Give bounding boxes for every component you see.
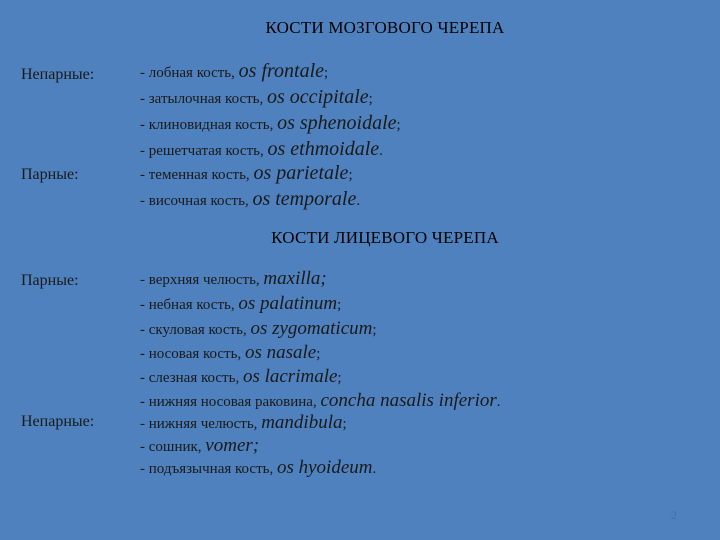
face-item-nasal	[140, 342, 320, 364]
bone-name-latin: os nasale	[244, 342, 317, 363]
face-item-vomer	[140, 435, 259, 457]
bone-name-ru: - подъязычная кость,	[140, 461, 277, 477]
punctuation: .	[356, 193, 361, 209]
bone-name-ru: - верхняя челюсть,	[140, 272, 264, 288]
face-item-maxilla	[140, 268, 327, 290]
punctuation: ;	[337, 370, 342, 386]
cranium-item-sphenoid	[140, 112, 401, 135]
face-item-lacrimal	[140, 366, 342, 388]
punctuation: .	[372, 461, 377, 477]
face-item-mandible	[140, 412, 347, 434]
bone-name-latin: os lacrimale	[242, 366, 338, 387]
punctuation: .	[379, 143, 383, 159]
bone-name-ru: - височная кость,	[140, 193, 253, 209]
bone-name-latin: os ethmoidale	[267, 138, 380, 160]
bone-name-latin: vomer;	[205, 435, 260, 456]
bone-name-ru: - сошник,	[140, 439, 206, 455]
bone-name-latin: os sphenoidale	[277, 112, 397, 134]
bone-name-ru: - решетчатая кость,	[140, 143, 268, 159]
bone-name-ru: - клиновидная кость,	[140, 117, 278, 133]
bone-name-latin: os frontale	[238, 60, 325, 82]
bone-name-latin: os parietale	[253, 162, 349, 184]
bone-name-latin: maxilla;	[263, 268, 327, 289]
bone-name-ru: - лобная кость,	[140, 65, 239, 81]
face-paired-label: Парные:	[21, 272, 79, 289]
face-item-palatine	[140, 293, 341, 315]
face-unpaired-label: Непарные:	[21, 413, 95, 430]
bone-name-latin: os zygomaticum	[250, 318, 373, 339]
punctuation: ;	[316, 346, 321, 362]
punctuation: .	[496, 394, 501, 410]
cranium-heading: КОСТИ МОЗГОВОГО ЧЕРЕПА	[265, 18, 505, 37]
cranium-paired-label: Парные:	[21, 166, 79, 183]
cranium-item-parietal	[140, 162, 353, 185]
cranium-item-ethmoid	[140, 138, 383, 161]
punctuation: ;	[348, 167, 353, 183]
punctuation: ;	[368, 91, 373, 107]
bone-name-latin: os temporale	[252, 188, 357, 210]
bone-name-ru: - нижняя носовая раковина,	[140, 394, 321, 410]
face-item-hyoid	[140, 457, 376, 479]
bone-name-ru: - теменная кость,	[140, 167, 254, 183]
bone-name-ru: - скуловая кость,	[140, 322, 251, 338]
face-item-zygomatic	[140, 318, 377, 340]
cranium-item-temporal	[140, 188, 360, 211]
page-number: 2	[671, 508, 677, 522]
bone-name-latin: os hyoideum	[276, 457, 373, 478]
face-heading: КОСТИ ЛИЦЕВОГО ЧЕРЕПА	[271, 228, 499, 247]
punctuation: ;	[337, 297, 342, 313]
bone-name-ru: - затылочная кость,	[140, 91, 268, 107]
bone-name-ru: - слезная кость,	[140, 370, 243, 386]
bone-name-ru: - небная кость,	[140, 297, 239, 313]
bone-name-latin: os palatinum	[238, 293, 338, 314]
punctuation: ;	[342, 416, 347, 432]
bone-name-ru: - нижняя челюсть,	[140, 416, 262, 432]
bone-name-ru: - носовая кость,	[140, 346, 245, 362]
face-item-inferior-concha	[140, 390, 501, 412]
cranium-unpaired-label: Непарные:	[21, 66, 95, 83]
cranium-item-frontal	[140, 60, 328, 83]
punctuation: ;	[396, 117, 401, 133]
cranium-item-occipital	[140, 86, 373, 109]
bone-name-latin: concha nasalis inferior	[320, 390, 497, 411]
punctuation: ;	[324, 65, 329, 81]
bone-name-latin: mandibula	[261, 412, 343, 433]
bone-name-latin: os occipitale	[267, 86, 369, 108]
punctuation: ;	[372, 322, 377, 338]
